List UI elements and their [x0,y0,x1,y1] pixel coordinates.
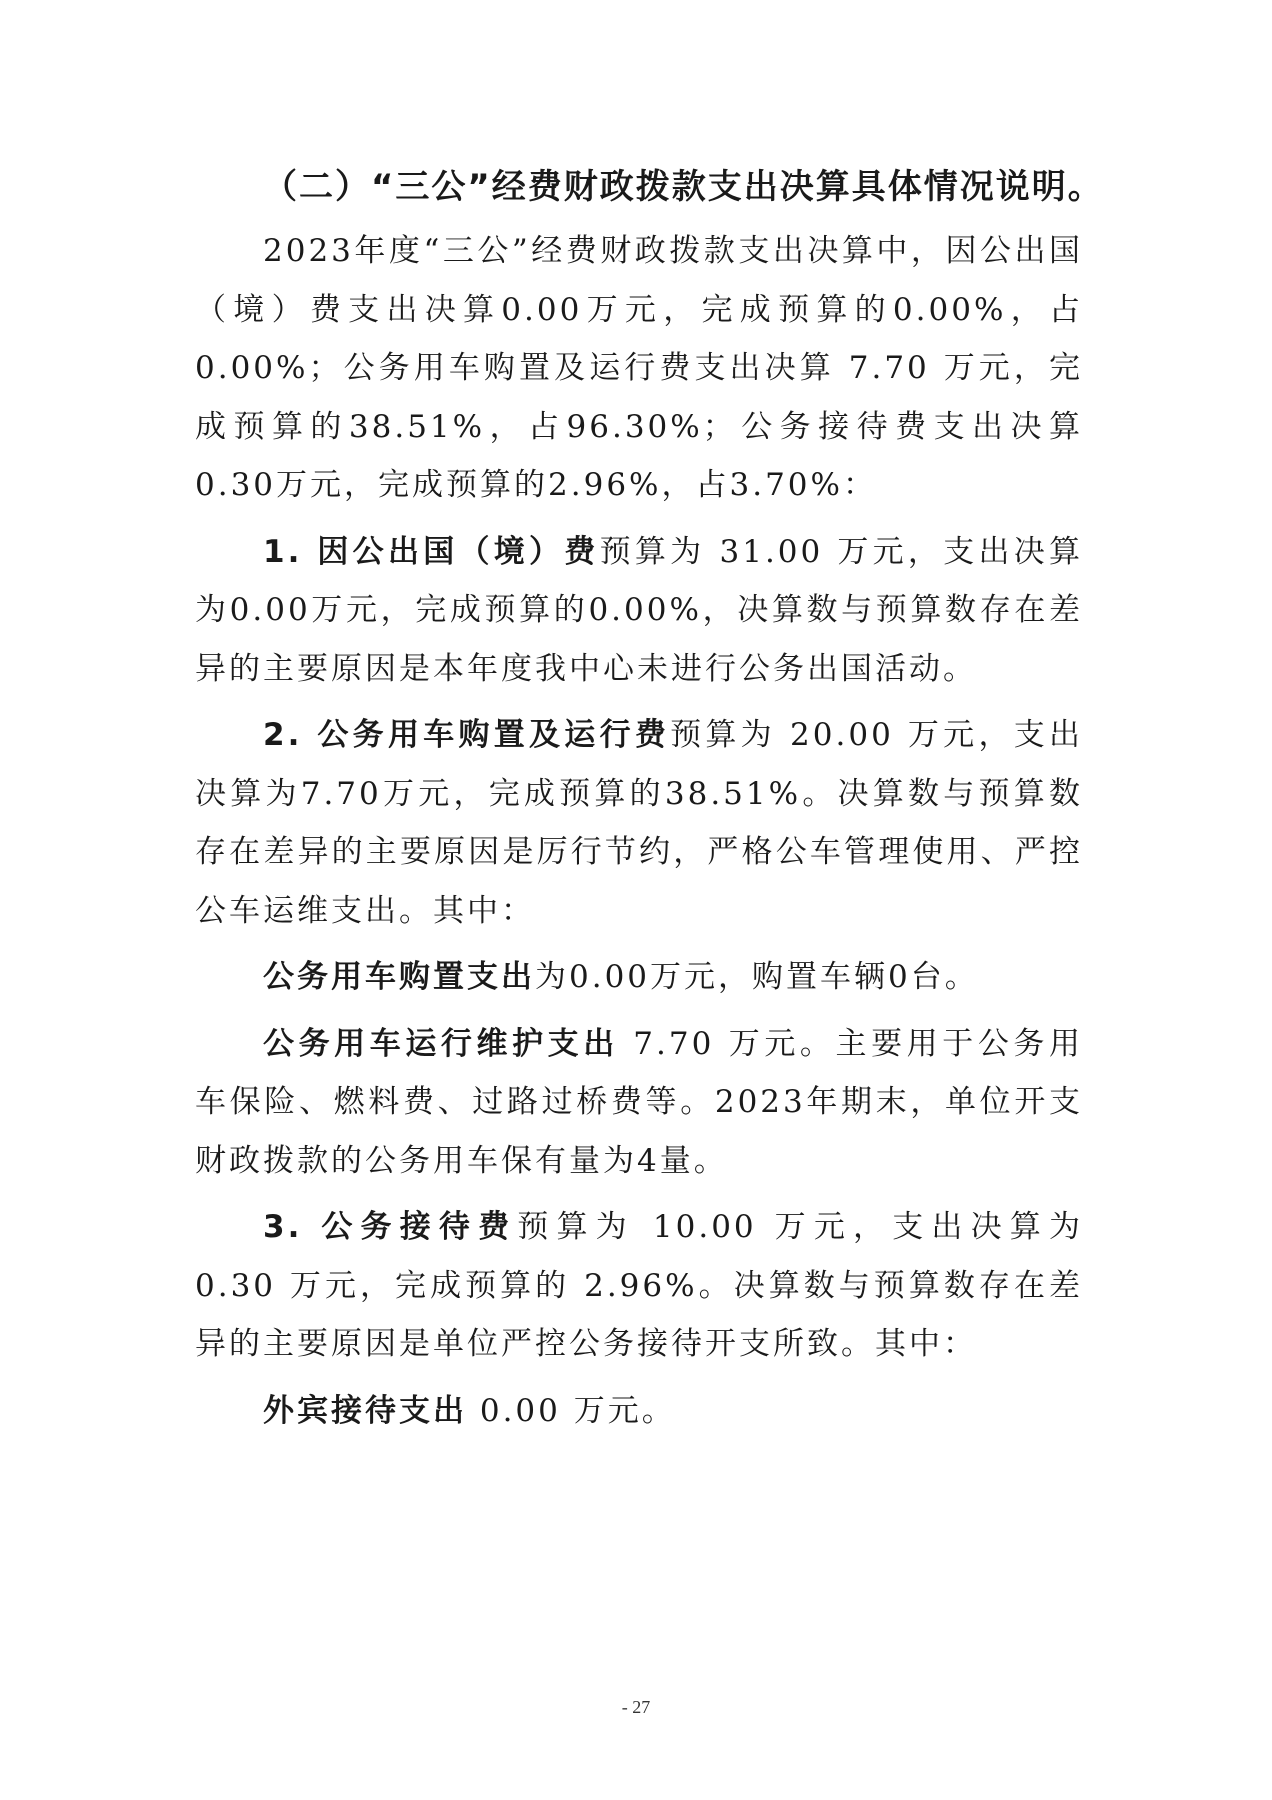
item-2-text: 预算为 20.00 万元，支出决算为7.70万元，完成预算的38.51%。决算数与预算数存在差异的主要原因是厉行节约，严格公车管理使用、严控公车运维支出。其中： [195,717,1083,929]
item-2-lead: 2. 公务用车购置及运行费 [263,717,671,753]
item-3-foreign-paragraph [195,1382,1083,1441]
item-2-paragraph [195,706,1083,940]
item-3-paragraph [195,1198,1083,1374]
item-1-text: 预算为 31.00 万元，支出决算为0.00万元，完成预算的0.00%，决算数与预算数存在差异的主要原因是本年度我中心未进行公务出国活动。 [195,533,1083,687]
item-3-foreign-lead: 外宾接待支出 [263,1392,467,1429]
item-2-purchase-lead: 公务用车购置支出 [263,959,535,995]
intro-paragraph: 2023年度“三公”经费财政拨款支出决算中，因公出国（境）费支出决算0.00万元，完成预算的0.00%，占0.00%；公务用车购置及运行费支出决算 7.70 万元，完成预算的38.51%，占96.30%；公务接待费支出决算0.30万元，完成预算的2.96%，占3.70%： [195,233,1083,503]
section-heading: （二）“三公”经费财政拨款支出决算具体情况说明。 [263,167,1104,207]
item-3-lead: 3. 公务接待费 [263,1209,518,1245]
item-3-text: 预算为 10.00 万元，支出决算为 0.30 万元，完成预算的 2.96%。决算数与预算数存在差异的主要原因是单位严控公务接待开支所致。其中： [195,1209,1083,1362]
item-1-lead: 1. 因公出国（境）费 [263,533,600,570]
item-2-purchase-text: 为0.00万元，购置车辆0台。 [535,959,979,995]
item-2-operation-paragraph [195,1015,1083,1191]
document-body [195,158,1104,1440]
page-number: - 27 [621,1697,651,1717]
item-2-operation-lead: 公务用车运行维护支出 [263,1025,619,1062]
item-2-purchase-paragraph [195,948,1083,1007]
item-2-operation-text: 7.70 万元。主要用于公务用车保险、燃料费、过路过桥费等。2023年期末，单位开支财政拨款的公务用车保有量为4量。 [195,1025,1083,1179]
item-3-foreign-text: 0.00 万元。 [467,1392,676,1429]
item-1-paragraph [195,523,1083,699]
